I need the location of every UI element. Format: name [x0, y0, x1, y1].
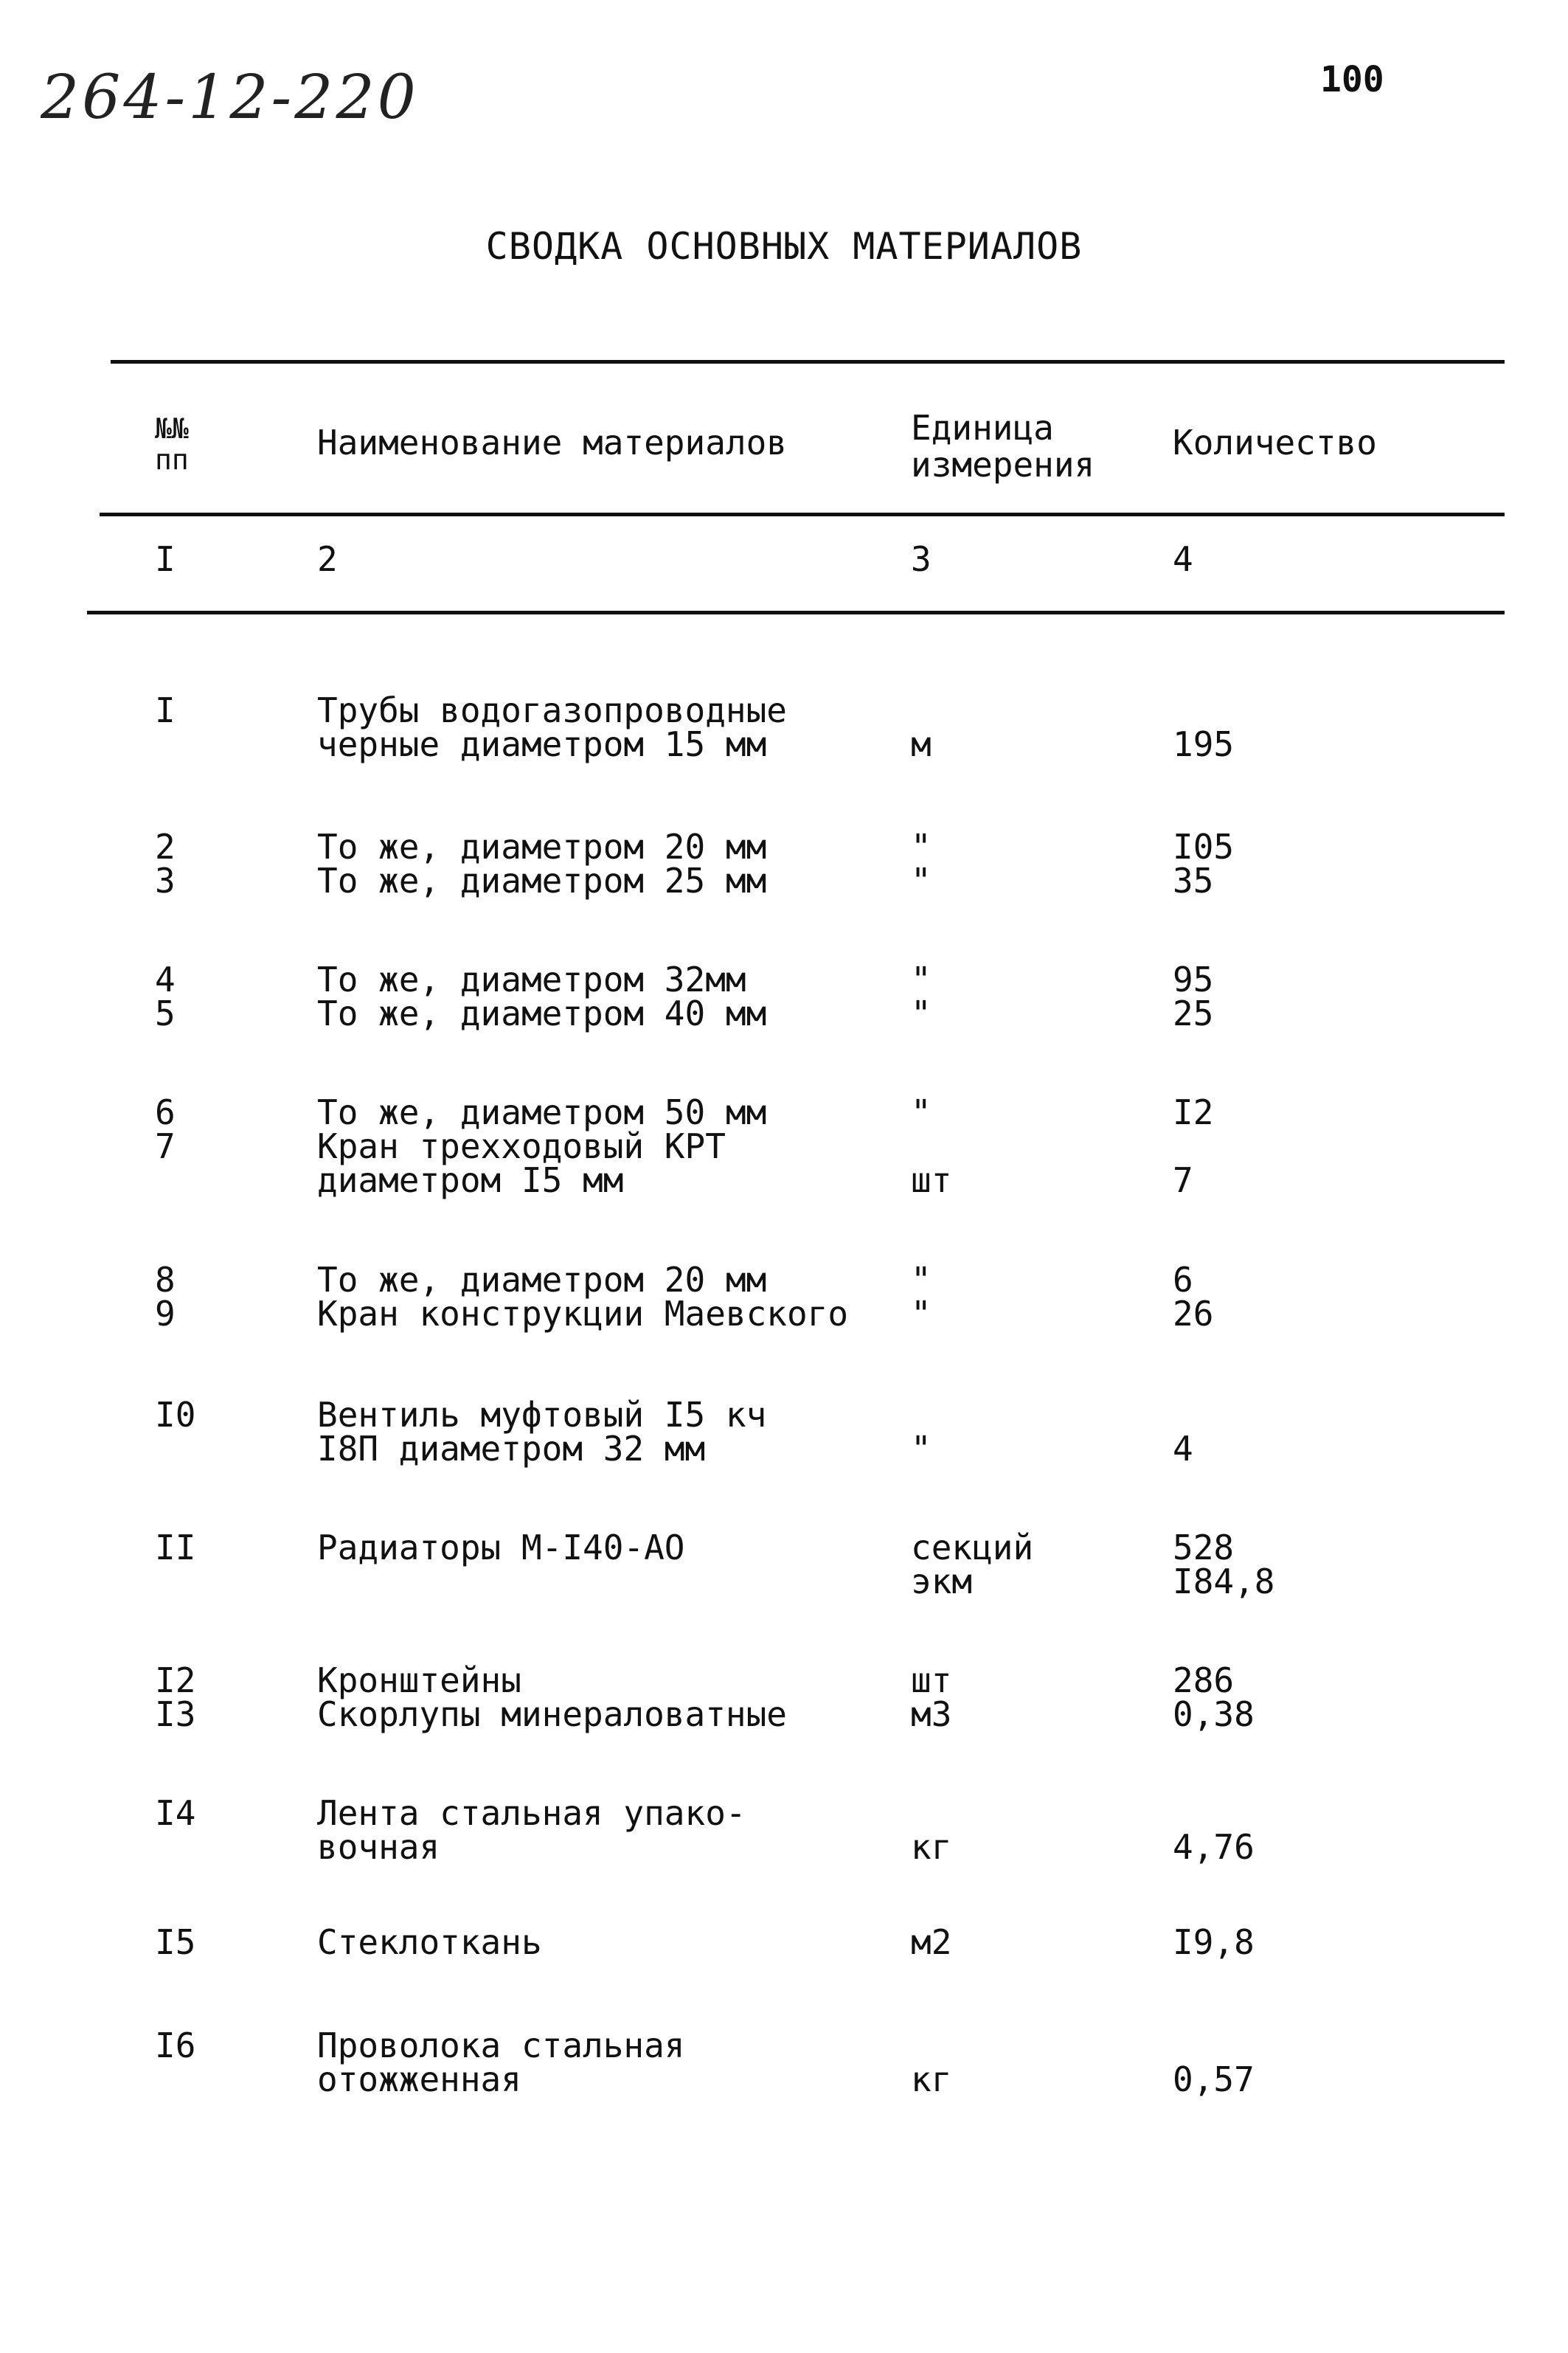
page-title: СВОДКА ОСНОВНЫХ МАТЕРИАЛОВ — [485, 225, 1083, 268]
unit-of-measure: " — [911, 1429, 932, 1469]
row-number: I6 — [155, 2025, 196, 2065]
header-name: Наименование материалов — [317, 423, 787, 462]
material-name: То же, диаметром 20 мм Кран конструкции Маевского — [317, 1260, 849, 1334]
unit-of-measure: секций экм — [911, 1528, 1034, 1601]
material-name: Проволока стальная отожженная — [317, 2025, 685, 2099]
unit-of-measure: м2 — [911, 1922, 952, 1962]
unit-of-measure: " " — [911, 827, 932, 901]
quantity: 195 — [1173, 724, 1235, 764]
quantity: 95 25 — [1173, 960, 1214, 1033]
row-number: 2 3 — [155, 827, 176, 901]
row-number: 8 9 — [155, 1260, 176, 1334]
column-number: 4 — [1173, 539, 1193, 579]
material-name: Лента стальная упако- вочная — [317, 1793, 746, 1867]
column-number: 2 — [317, 539, 338, 579]
material-name: То же, диаметром 50 мм Кран трехходовый КРТ диаметром I5 мм — [317, 1092, 767, 1200]
material-name: Вентиль муфтовый I5 кч I8П диаметром 32 мм — [317, 1395, 767, 1469]
header-bottom-rule — [100, 513, 1505, 516]
column-number: I — [155, 539, 176, 579]
row-number: I5 — [155, 1922, 196, 1962]
row-number: II — [155, 1528, 196, 1567]
row-number: 4 5 — [155, 960, 176, 1033]
header-num: №№ пп — [155, 412, 189, 476]
row-number: I — [155, 690, 176, 730]
row-number: 6 7 — [155, 1092, 176, 1166]
quantity: 6 26 — [1173, 1260, 1214, 1334]
unit-of-measure: " шт — [911, 1092, 952, 1200]
material-name: Стеклоткань — [317, 1922, 542, 1962]
material-name: Радиаторы М-I40-АО — [317, 1528, 685, 1567]
quantity: I9,8 — [1173, 1922, 1255, 1962]
row-number: I4 — [155, 1793, 196, 1833]
quantity: 0,57 — [1173, 2059, 1255, 2099]
unit-of-measure: " " — [911, 1260, 932, 1334]
quantity: 4,76 — [1173, 1827, 1255, 1867]
material-name: Кронштейны Скорлупы минераловатные — [317, 1660, 787, 1734]
material-name: Трубы водогазопроводные черные диаметром 15 мм — [317, 690, 787, 764]
page-number: 100 — [1320, 59, 1384, 100]
unit-of-measure: м — [911, 724, 932, 764]
column-number: 3 — [911, 539, 932, 579]
handwritten-document-code: 264-12-220 — [41, 63, 419, 133]
unit-of-measure: шт м3 — [911, 1660, 952, 1734]
table-top-rule — [111, 360, 1505, 364]
row-number: I0 — [155, 1395, 196, 1435]
material-name: То же, диаметром 32мм То же, диаметром 40 мм — [317, 960, 767, 1033]
row-number: I2 I3 — [155, 1660, 196, 1734]
quantity: I2 7 — [1173, 1092, 1214, 1200]
header-qty: Количество — [1173, 423, 1377, 462]
header-unit: Единица измерения — [911, 408, 1095, 485]
quantity: I05 35 — [1173, 827, 1235, 901]
unit-of-measure: кг — [911, 2059, 952, 2099]
material-name: То же, диаметром 20 мм То же, диаметром 25 мм — [317, 827, 767, 901]
unit-of-measure: кг — [911, 1827, 952, 1867]
unit-of-measure: " " — [911, 960, 932, 1033]
column-numbers-bottom-rule — [87, 611, 1505, 614]
quantity: 528 I84,8 — [1173, 1528, 1275, 1601]
quantity: 286 0,38 — [1173, 1660, 1255, 1734]
quantity: 4 — [1173, 1429, 1193, 1469]
